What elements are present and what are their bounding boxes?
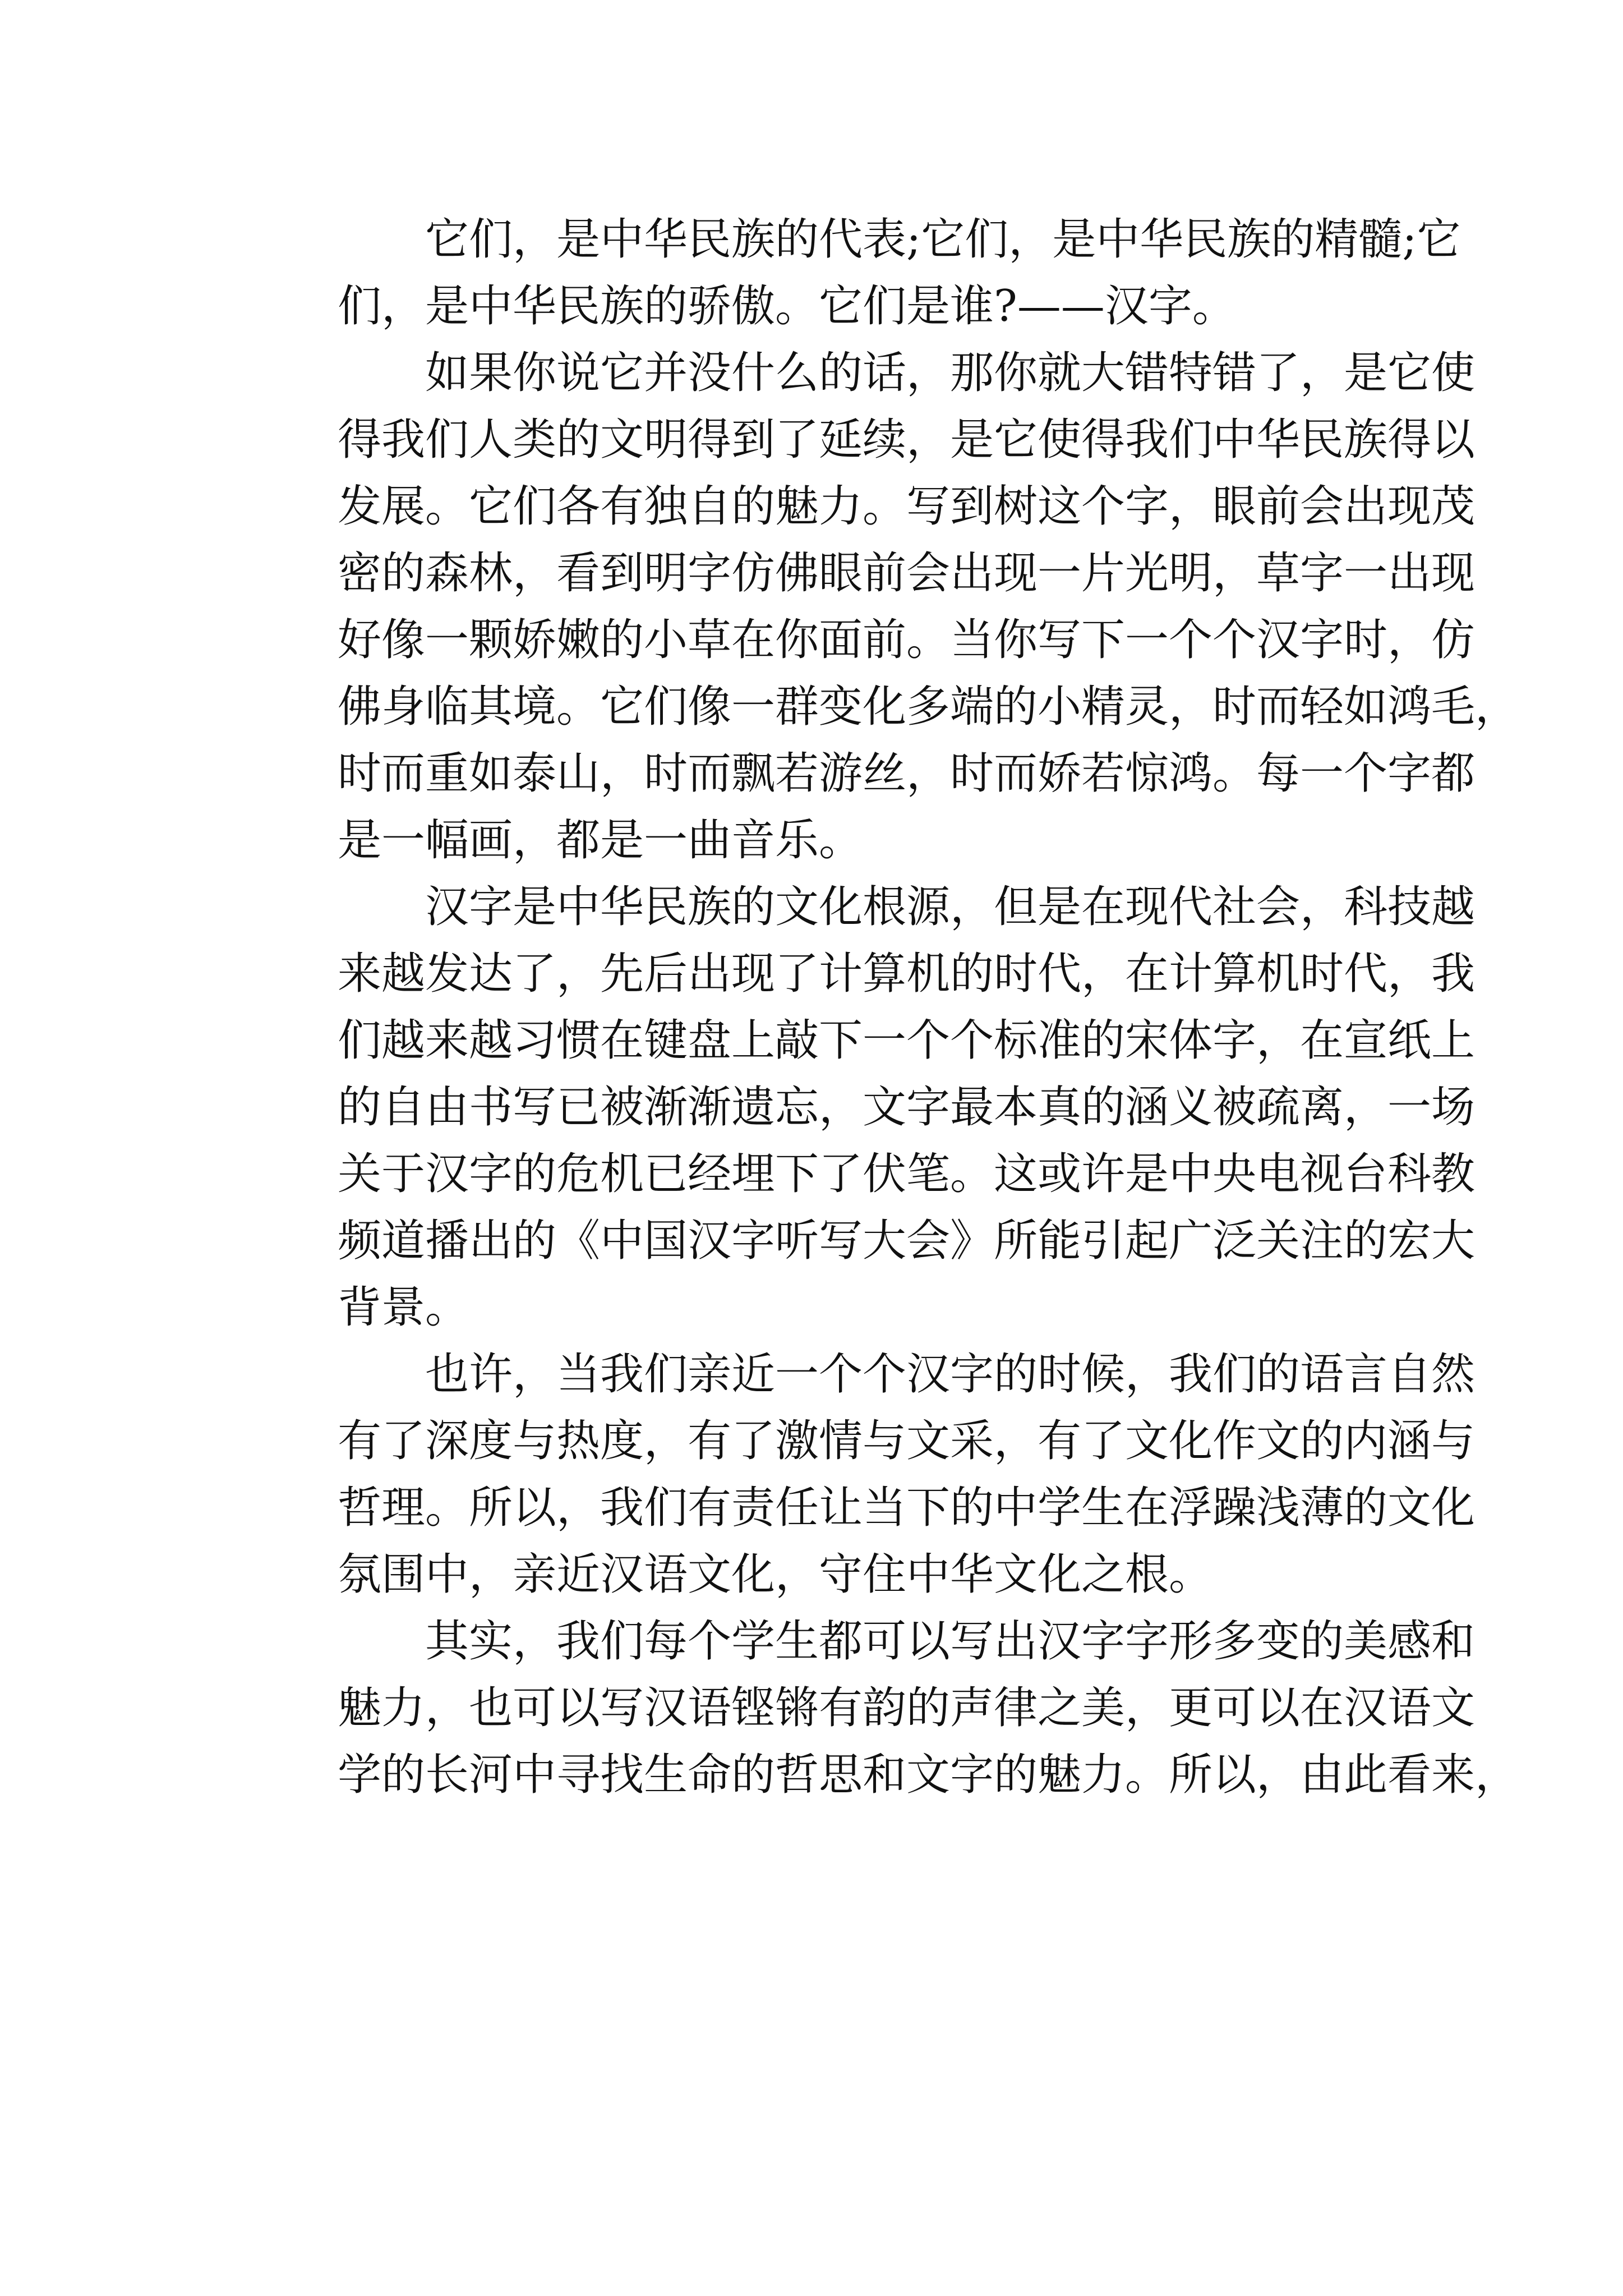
text-line: 发展。它们各有独自的魅力。写到树这个字，眼前会出现茂 [338, 481, 1476, 532]
text-line: 的自由书写已被渐渐遗忘，文字最本真的涵义被疏离，一场 [338, 1082, 1476, 1133]
document-body [250, 206, 1519, 1809]
text-line: 如果你说它并没什么的话，那你就大错特错了，是它使 [425, 348, 1476, 398]
text-line: 们越来越习惯在键盘上敲下一个个标准的宋体字，在宣纸上 [338, 1015, 1476, 1066]
text-line: 好像一颗娇嫩的小草在你面前。当你写下一个个汉字时，仿 [338, 615, 1476, 665]
text-line: 学的长河中寻找生命的哲思和文字的魅力。所以，由此看来， [338, 1750, 1519, 1800]
text-line: 时而重如泰山，时而飘若游丝，时而娇若惊鸿。每一个字都 [338, 748, 1476, 799]
text-line: 密的森林，看到明字仿佛眼前会出现一片光明，草字一出现 [338, 548, 1476, 599]
text-line: 来越发达了，先后出现了计算机的时代，在计算机时代，我 [338, 949, 1476, 999]
text-line: 哲理。所以，我们有责任让当下的中学生在浮躁浅薄的文化 [338, 1483, 1476, 1533]
paragraph-5 [250, 1608, 1519, 1809]
text-line: 佛身临其境。它们像一群变化多端的小精灵，时而轻如鸿毛， [338, 682, 1519, 732]
text-line: 也许，当我们亲近一个个汉字的时候，我们的语言自然 [425, 1349, 1476, 1400]
paragraph-3 [250, 874, 1476, 1341]
paragraph-1 [250, 206, 1461, 340]
paragraph-4 [250, 1341, 1476, 1608]
text-line: 氛围中，亲近汉语文化，守住中华文化之根。 [338, 1549, 1213, 1600]
text-line: 魅力，也可以写汉语铿锵有韵的声律之美，更可以在汉语文 [338, 1683, 1476, 1733]
text-line: 得我们人类的文明得到了延续，是它使得我们中华民族得以 [338, 415, 1476, 465]
text-line: 是一幅画，都是一曲音乐。 [338, 815, 863, 866]
text-line: 有了深度与热度，有了激情与文采，有了文化作文的内涵与 [338, 1416, 1476, 1466]
text-line: 汉字是中华民族的文化根源，但是在现代社会，科技越 [425, 882, 1476, 932]
text-line: 频道播出的《中国汉字听写大会》所能引起广泛关注的宏大 [338, 1216, 1476, 1266]
text-line: 它们，是中华民族的代表;它们，是中华民族的精髓;它 [425, 214, 1461, 265]
text-line: 其实，我们每个学生都可以写出汉字字形多变的美感和 [425, 1616, 1476, 1667]
text-line: 关于汉字的危机已经埋下了伏笔。这或许是中央电视台科教 [338, 1149, 1476, 1199]
paragraph-2 [250, 340, 1519, 874]
text-line: 背景。 [338, 1282, 469, 1333]
text-line: 们，是中华民族的骄傲。它们是谁?——汉字。 [338, 281, 1236, 332]
